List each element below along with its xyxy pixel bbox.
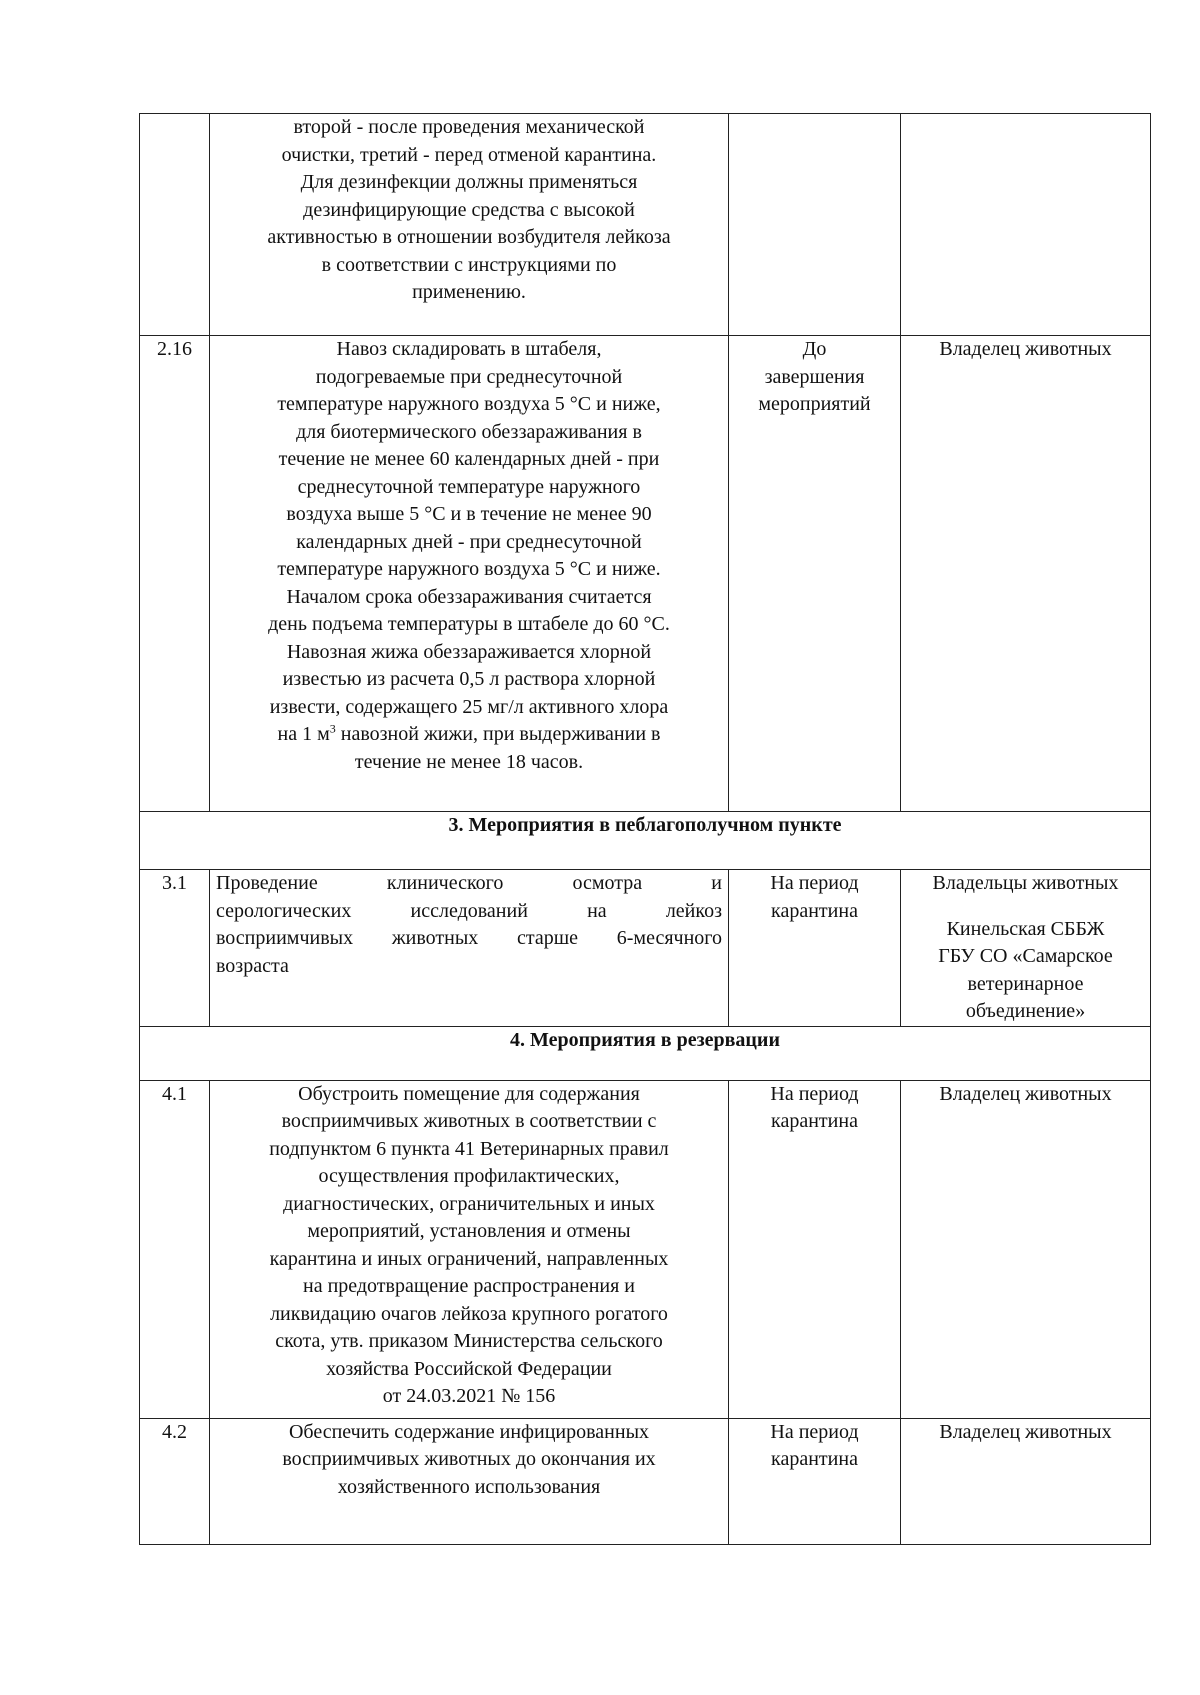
row-number: 3.1 [140, 870, 210, 1027]
table-row [140, 1418, 1151, 1544]
section-heading-row [140, 1026, 1151, 1080]
measure-responsible: Владелец животных [901, 336, 1151, 812]
measure-term: До завершения мероприятий [729, 336, 901, 812]
measure-term: На период карантина [729, 1418, 901, 1544]
measure-term [729, 114, 901, 336]
table-row [140, 336, 1151, 812]
measure-term: На период карантина [729, 870, 901, 1027]
measure-responsible [901, 114, 1151, 336]
table-row [140, 870, 1151, 1027]
table-row [140, 1080, 1151, 1418]
measure-description: второй - после проведения механической очистки, третий - перед отменой карантина. Для дезинфекции должны применяться дезинфицирующие средства с высокой активностью в отношении возбудителя лейкоза в соответствии с инструкциями по применению. [210, 114, 729, 336]
row-number [140, 114, 210, 336]
section-title: 4. Мероприятия в резервации [140, 1026, 1151, 1080]
measure-term: На период карантина [729, 1080, 901, 1418]
measure-description: Обеспечить содержание инфицированных восприимчивых животных до окончания их хозяйственного использования [210, 1418, 729, 1544]
measure-responsible: Владелец животных [901, 1080, 1151, 1418]
section-title: 3. Мероприятия в пеблагополучном пункте [140, 812, 1151, 870]
table-row [140, 114, 1151, 336]
measures-table [139, 113, 1151, 1545]
measure-responsible: Владелец животных [901, 1418, 1151, 1544]
row-number: 4.2 [140, 1418, 210, 1544]
measure-description: Навоз складировать в штабеля, подогреваемые при среднесуточной температуре наружного воздуха 5 °С и ниже, для биотермического обеззараживания в течение не менее 60 календарных дней - при среднесуточной температуре наружного воздуха выше 5 °С и в течение не менее 90 календарных дней - при среднесуточной температуре наружного воздуха 5 °С и ниже. Началом срока обеззараживания считается день подъема температуры в штабеле до 60 °С. Навозная жижа обеззараживается хлорной известью из расчета 0,5 л раствора хлорной извести, содержащего 25 мг/л активного хлора на 1 $м^3$ навозной жижи, при выдерживании в течение не менее 18 часов. [210, 336, 729, 812]
measure-responsible: Владельцы животных Кинельская СББЖ ГБУ СО «Самарское ветеринарное объединение» [901, 870, 1151, 1027]
section-heading-row [140, 812, 1151, 870]
measure-description: Обустроить помещение для содержания восприимчивых животных в соответствии с подпунктом 6 пункта 41 Ветеринарных правил осуществления профилактических, диагностических, ограничительных и иных мероприятий, установления и отмены карантина и иных ограничений, направленных на предотвращение распространения и ликвидацию очагов лейкоза крупного рогатого скота, утв. приказом Министерства сельского хозяйства Российской Федерации от 24.03.2021 № 156 [210, 1080, 729, 1418]
row-number: 4.1 [140, 1080, 210, 1418]
measure-description: Проведение клинического осмотра и серологических исследований на лейкоз восприимчивых животных старше 6-месячного возраста [210, 870, 729, 1027]
row-number: 2.16 [140, 336, 210, 812]
